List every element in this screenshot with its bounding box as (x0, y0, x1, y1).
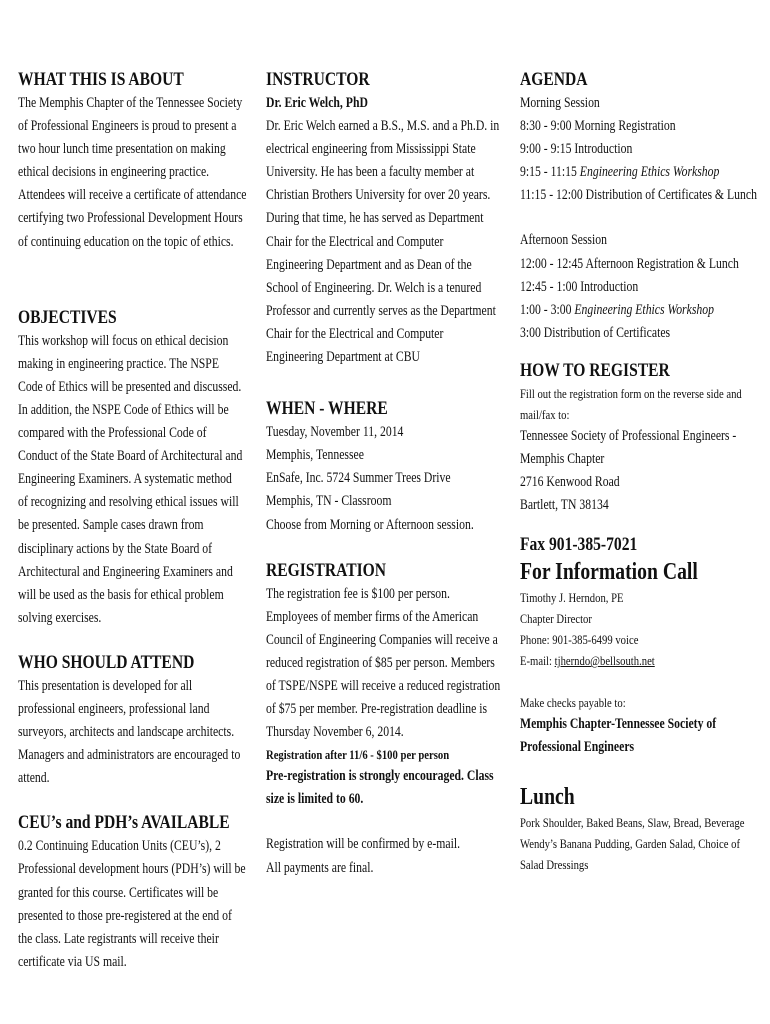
agenda-heading: AGENDA (520, 69, 588, 90)
agenda-activity: Introduction (574, 141, 633, 158)
confirmation-text (266, 833, 510, 879)
text-line: Professional Engineers (520, 739, 635, 756)
text-line: electrical engineering from Mississippi State (266, 141, 476, 158)
text-line: the class. Late registrants will receive their (18, 930, 219, 947)
text-line: In addition, the NSPE Code of Ethics will be (18, 401, 229, 418)
text-line: Chapter Director (520, 611, 592, 627)
ceu-heading: CEU’s and PDH’s AVAILABLE (18, 812, 230, 834)
email-link[interactable]: tjherndo@bellsouth.net (554, 653, 655, 669)
who-heading: WHO SHOULD ATTEND (18, 651, 195, 673)
agenda-time: 12:00 - 12:45 (520, 255, 586, 272)
text-line: Timothy J. Herndon, PE (520, 590, 624, 606)
text-line: granted for this course. Certificates will be (18, 884, 219, 901)
agenda-item (520, 115, 768, 138)
text-line: The Memphis Chapter of the Tennessee Society (18, 95, 243, 111)
text-line: This presentation is developed for all (18, 677, 193, 694)
text-line: Tuesday, November 11, 2014 (266, 424, 404, 441)
text-line: Memphis, Tennessee (266, 447, 364, 464)
agenda-time: 12:45 - 1:00 (520, 278, 581, 295)
register-instructions (520, 383, 768, 425)
text-line: Memphis, TN - Classroom (266, 493, 392, 510)
fax-number: Fax 901-385-7021 (520, 534, 638, 556)
text-line: Attendees will receive a certificate of attendance (18, 187, 247, 204)
text-line: attend. (18, 770, 50, 787)
mailing-address (520, 425, 768, 517)
text-line: presented to those pre-registered at the end of (18, 907, 232, 924)
text-line: disciplinary actions by the State Board of (18, 540, 213, 557)
text-line: Pre-registration is strongly encouraged. Class (266, 768, 494, 785)
text-line: Engineering Examiners. A systematic method (18, 471, 232, 488)
text-line: Professional development hours (PDH’s) will be (18, 861, 246, 878)
afternoon-session: Afternoon Session 12:00 - 12:45 Afternoon Registration & Lunch 12:45 - 1:00 Introduction 1:00 - 3:00 Engineering Ethics Workshop 3:00 Distribution of Certificates (520, 229, 768, 344)
text-line: ethical decisions in engineering practice. (18, 164, 210, 181)
text-line: certifying two Professional Development Hours (18, 210, 243, 227)
text-line: University. He has been a faculty member at (266, 164, 475, 181)
text-line: reduced registration of $85 per person. Members (266, 654, 495, 671)
agenda-item (520, 184, 768, 207)
agenda-activity: Morning Registration (574, 118, 676, 135)
agenda-time: 9:15 - 11:15 (520, 164, 580, 181)
info-heading: For Information Call (520, 559, 698, 586)
agenda-item (520, 161, 768, 184)
about-text (18, 92, 250, 254)
column-right (520, 68, 768, 875)
agenda-item (520, 253, 768, 276)
agenda-time: 11:15 - 12:00 (520, 187, 586, 204)
agenda-item (520, 322, 768, 345)
ceu-text (18, 835, 250, 974)
text-line: All payments are final. (266, 859, 374, 876)
text-line: Managers and administrators are encouraged to (18, 747, 241, 764)
text-line: Salad Dressings (520, 856, 589, 872)
text-line: During that time, he has served as Department (266, 210, 484, 227)
class-size-note (266, 765, 510, 811)
text-line: Tennessee Society of Professional Engineers - (520, 427, 737, 444)
text-line: solving exercises. (18, 609, 102, 626)
text-line: Christian Brothers University for over 20 years. (266, 187, 491, 204)
text-line: Chair for the Electrical and Computer (266, 233, 444, 250)
column-left (18, 68, 250, 974)
text-line: will be used as the basis for ethical problem (18, 586, 224, 603)
text-line: 0.2 Continuing Education Units (CEU’s), 2 (18, 838, 221, 855)
text-line: Memphis Chapter (520, 451, 605, 468)
text-line: Engineering Department and as Dean of the (266, 256, 472, 273)
text-line: Registration will be confirmed by e-mail. (266, 836, 461, 853)
instructor-bio (266, 115, 510, 369)
text-line: Engineering Department at CBU (266, 349, 420, 366)
text-line: two hour lunch time presentation on making (18, 141, 226, 158)
objectives-heading: OBJECTIVES (18, 306, 117, 328)
contact-info: Timothy J. Herndon, PE Chapter Director Phone: 901-385-6499 voice E-mail: tjherndo@bellsouth.net Make checks payable to: (520, 587, 768, 713)
text-line: This workshop will focus on ethical decision (18, 332, 229, 349)
text-line: Thursday November 6, 2014. (266, 724, 404, 741)
text-line: of TSPE/NSPE will receive a reduced registration (266, 677, 501, 694)
text-line: certificate via US mail. (18, 953, 127, 970)
instructor-heading: INSTRUCTOR (266, 69, 370, 90)
text-line: Professor and currently serves as the Department (266, 302, 496, 319)
agenda-time: 8:30 - 9:00 (520, 118, 575, 135)
morning-session: Morning Session 8:30 - 9:00 Morning Registration 9:00 - 9:15 Introduction 9:15 - 11:15 Engineering Ethics Workshop 11:15 - 12:00 Distribution of Certificates & Lunch (520, 92, 768, 207)
text-line: Memphis Chapter-Tennessee Society of (520, 716, 717, 733)
column-middle (266, 68, 510, 880)
lunch-menu (520, 812, 768, 875)
text-line: Choose from Morning or Afternoon session. (266, 516, 474, 533)
registration-text (266, 583, 510, 745)
agenda-activity: Distribution of Certificates (543, 324, 671, 341)
agenda-time: 1:00 - 3:00 (520, 301, 575, 318)
text-line: mail/fax to: (520, 406, 570, 422)
late-fee-note: Registration after 11/6 - $100 per person (266, 747, 450, 763)
text-line: 2716 Kenwood Road (520, 474, 620, 491)
text-line: Fill out the registration form on the reverse side and (520, 385, 742, 401)
agenda-item (520, 276, 768, 299)
how-to-register-heading: HOW TO REGISTER (520, 359, 670, 381)
agenda-item (520, 138, 768, 161)
text-line: of continuing education on the topic of ethics. (18, 233, 234, 250)
agenda-activity: Engineering Ethics Workshop (579, 164, 720, 181)
text-line: Dr. Eric Welch earned a B.S., M.S. and a Ph.D. in (266, 118, 500, 135)
payee (520, 713, 768, 759)
text-line: compared with the Professional Code of (18, 425, 207, 442)
when-text (266, 421, 510, 536)
text-line: making in engineering practice. The NSPE (18, 355, 219, 372)
instructor-name: Dr. Eric Welch, PhD (266, 95, 368, 111)
text-line: Phone: 901-385-6499 voice (520, 632, 639, 648)
agenda-item (520, 299, 768, 322)
text-line: Bartlett, TN 38134 (520, 497, 609, 514)
text-line: of Professional Engineers is proud to present a (18, 118, 237, 135)
text-line: School of Engineering. Dr. Welch is a tenured (266, 279, 482, 296)
text-line: Chair for the Electrical and Computer (266, 325, 444, 342)
text-line: Employees of member firms of the American (266, 608, 479, 625)
about-heading: WHAT THIS IS ABOUT (18, 69, 184, 90)
agenda-activity: Distribution of Certificates & Lunch (585, 187, 757, 204)
text-line: professional engineers, professional land (18, 700, 210, 717)
text-line: be presented. Sample cases drawn from (18, 517, 204, 534)
text-line: Council of Engineering Companies will receive a (266, 631, 498, 648)
lunch-heading: Lunch (520, 783, 575, 810)
agenda-time: 3:00 (520, 324, 544, 341)
objectives-text (18, 330, 250, 630)
agenda-activity: Afternoon Registration & Lunch (585, 255, 739, 272)
registration-heading: REGISTRATION (266, 559, 387, 581)
text-line: surveyors, architects and landscape architects. (18, 724, 235, 741)
who-text (18, 675, 250, 790)
text-line: size is limited to 60. (266, 791, 364, 808)
agenda-time: 9:00 - 9:15 (520, 141, 575, 158)
text-line: Conduct of the State Board of Architectural and (18, 448, 243, 465)
text-line: Code of Ethics will be presented and discussed. (18, 378, 242, 395)
text-line: of $75 per member. Pre-registration deadline is (266, 701, 488, 718)
contact-lines (520, 587, 768, 650)
text-line: of recognizing and resolving ethical issues will (18, 494, 239, 511)
text-line: Wendy’s Banana Pudding, Garden Salad, Choice of (520, 835, 741, 851)
text-line: Architectural and Engineering Examiners and (18, 563, 233, 580)
text-line: The registration fee is $100 per person. (266, 585, 450, 602)
text-line: Pork Shoulder, Baked Beans, Slaw, Bread, Beverage (520, 814, 745, 830)
agenda-activity: Engineering Ethics Workshop (574, 301, 714, 318)
text-line: EnSafe, Inc. 5724 Summer Trees Drive (266, 470, 451, 487)
when-heading: WHEN - WHERE (266, 398, 388, 420)
agenda-activity: Introduction (580, 278, 639, 295)
